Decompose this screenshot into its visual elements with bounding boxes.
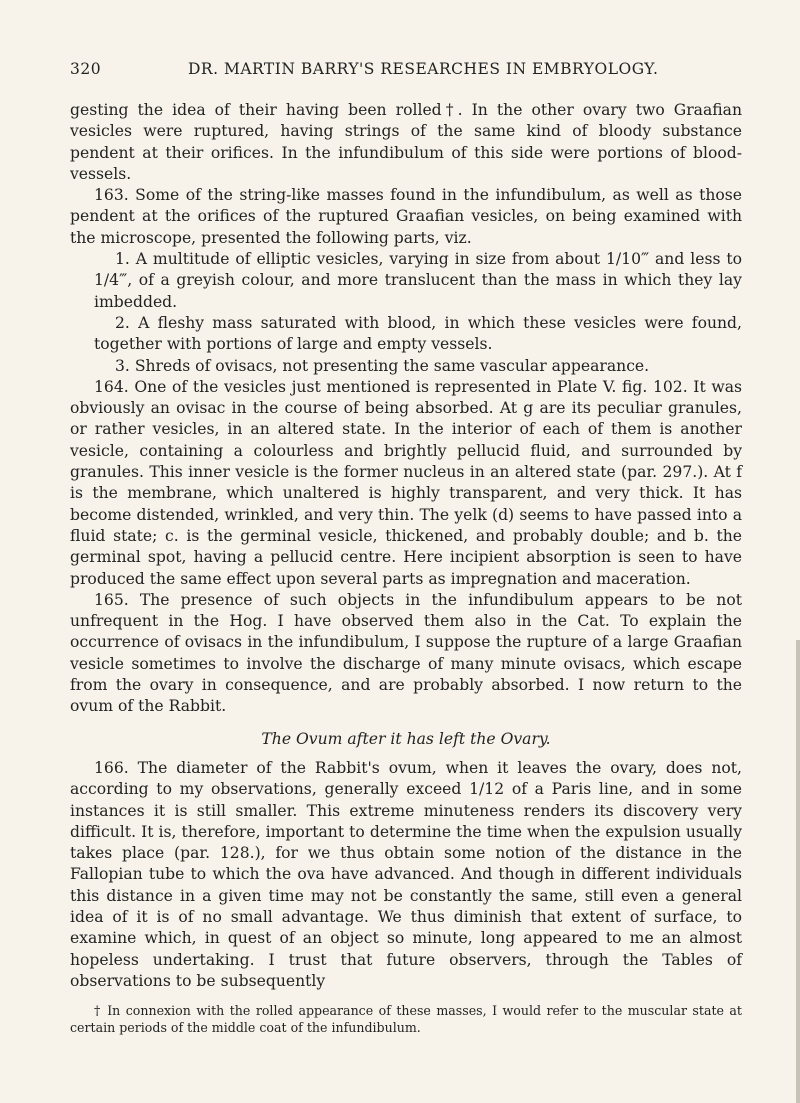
- list-item-2: 2. A fleshy mass saturated with blood, in which these vesicles were found, together with portions of large and empty vessels.: [94, 313, 742, 354]
- list-item-1: 1. A multitude of elliptic vesicles, varying in size from about 1/10‴ and less to 1/4‴, of a greyish colour, and more translucent than the mass in which they lay imbedded.: [94, 250, 742, 311]
- section-heading: The Ovum after it has left the Ovary.: [261, 729, 551, 748]
- page-number: 320: [70, 60, 102, 78]
- body-text: [70, 100, 742, 992]
- paragraph-162-cont: gesting the idea of their having been rolled†. In the other ovary two Graafian vesicles were ruptured, having strings of the same kind of bloody substance pendent at their orifices. In the infundibulum of this side were portions of blood-vessels.: [70, 101, 742, 183]
- page-edge: [796, 640, 800, 1103]
- paragraph-163: 163. Some of the string-like masses found in the infundibulum, as well as those pendent at the orifices of the ruptured Graafian vesicles, on being examined with the microscope, presented the following parts, viz.: [70, 186, 742, 247]
- paragraph-166: 166. The diameter of the Rabbit's ovum, when it leaves the ovary, does not, according to my observations, generally exceed 1/12 of a Paris line, and in some instances it is still smaller. This extreme minuteness renders its discovery very difficult. It is, therefore, important to determine the time when the expulsion usually takes place (par. 128.), for we thus obtain some notion of the distance in the Fallopian tube to which the ova have advanced. And though in different individuals this distance in a given time may not be constantly the same, still even a general idea of it is of no small advantage. We thus diminish that extent of surface, to examine which, in quest of an object so minute, long appeared to me an almost hopeless undertaking. I trust that future observers, through the Tables of observations to be subsequently: [70, 758, 742, 990]
- paragraph-165: 165. The presence of such objects in the infundibulum appears to be not unfrequent in the Hog. I have observed them also in the Cat. To explain the occurrence of ovisacs in the infundibulum, I suppose the rupture of a large Graafian vesicle sometimes to involve the discharge of many minute ovisacs, which escape from the ovary in consequence, and are probably absorbed. I now return to the ovum of the Rabbit.: [70, 590, 742, 716]
- list-item-3: 3. Shreds of ovisacs, not presenting the same vascular appearance.: [115, 356, 650, 375]
- running-header: [70, 60, 742, 90]
- footnote-text: † In connexion with the rolled appearance of these masses, I would refer to the muscular state at certain periods of the middle coat of the infundibulum.: [70, 1003, 742, 1035]
- paragraph-164: 164. One of the vesicles just mentioned is represented in Plate V. fig. 102. It was obviously an ovisac in the course of being absorbed. At g are its peculiar granules, or rather vesicles, in an altered state. In the interior of each of them is another vesicle, containing a colourless and brightly pellucid fluid, and surrounded by granules. This inner vesicle is the former nucleus in an altered state (par. 297.). At f is the membrane, which unaltered is highly transparent, and very thick. It has become distended, wrinkled, and very thin. The yelk (d) seems to have passed into a fluid state; c. is the germinal vesicle, thickened, and probably double; and b. the germinal spot, having a pellucid centre. Here incipient absorption is seen to have produced the same effect upon several parts as impregnation and maceration.: [70, 377, 742, 588]
- running-head: DR. MARTIN BARRY'S RESEARCHES IN EMBRYOLOGY.: [188, 60, 659, 78]
- footnote: [70, 1002, 742, 1036]
